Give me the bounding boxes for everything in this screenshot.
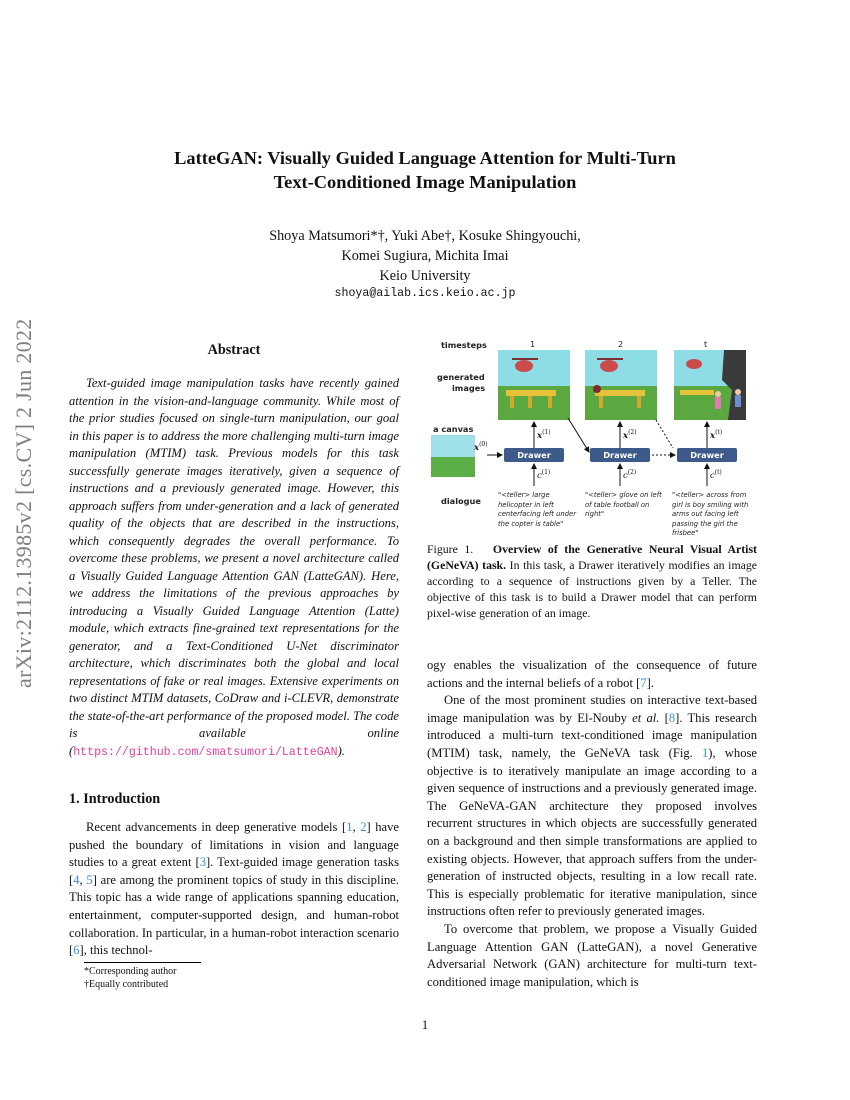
label-dialogue: dialogue [441,496,481,506]
authors-line-2: Komei Sugiura, Michita Imai [341,248,509,264]
abstract-text: Text-guided image manipulation tasks have recently gained attention in the vision-and-language community. While most of the prior studies focused on single-turn manipulation, our goal in this paper is to address the more challenging multi-turn image manipulation (MTIM) task. Previous models for this task successfully generate images iteratively, given a sequence of instructions and a previously generated image. However, this approach suffers from under-generation and a lack of generated quality of the objects that are described in the instructions, which consequently degrades the overall performance. To overcome these problems, we present a novel architecture called a Visually Guided Language Attention GAN (LatteGAN). Here, we address the limitations of the previous approaches by introducing a Visually Guided Language Attention (Latte) module, which extracts fine-grained text representations for the generator, and a Text-Conditioned U-Net discriminator architecture, which discriminates both the global and local representations of fake or real images. Extensive experiments on two distinct MTIM datasets, CoDraw and i-CLEVR, demonstrate the state-of-the-art performance of the proposed model. The code is available online ( [69,376,399,758]
citation-link[interactable]: 6 [73,943,80,958]
footnote-equal: †Equally contributed [84,979,169,990]
affiliation: Keio University [379,268,471,284]
dialogue-text-1: "<teller> large helicopter in left centerfacing left under the copter is table" [498,491,577,528]
timestep-2: 2 [618,339,624,349]
math-c2: $c^{(2)}$ [623,469,637,481]
citation-link[interactable]: 4 [73,872,80,887]
code-link[interactable]: https://github.com/smatsumori/LatteGAN [73,745,338,759]
math-x2: $x^{(2)}$ [623,429,637,441]
label-timesteps: timesteps [441,340,487,350]
dialogue-text-t: "<teller> across from girl is boy smiling with arms out facing left passing the girl the frisbee" [672,491,749,538]
arxiv-stamp: arXiv:2112.13985v2 [cs.CV] 2 Jun 2022 [11,318,36,688]
section-heading-introduction: 1. Introduction [69,791,161,807]
math-xt: $x^{(t)}$ [710,429,723,441]
drawer-box-t: Drawer [677,448,737,462]
figure-1-caption [427,541,757,621]
abstract-heading: Abstract [207,342,261,358]
authors-line-1: Shoya Matsumori*†, Yuki Abe†, Kosuke Shingyouchi, [269,228,581,244]
citation-link[interactable]: 2 [360,820,367,834]
math-c1: $c^{(1)}$ [537,469,551,481]
math-ct: $c^{(t)}$ [710,469,722,481]
math-x1: $x^{(1)}$ [537,429,551,441]
caption-label: Figure 1. [427,542,474,556]
math-x0: $x^{(0)}$ [474,441,488,453]
paper-title [0,146,850,194]
authors-block [0,226,850,286]
caption-title: Overview of the Generative Neural Visual Artist (GeNeVA) task. [427,542,757,572]
figure-1 [427,338,757,538]
abstract-text-end: ). [337,743,345,758]
title-line-2: Text-Conditioned Image Manipulation [273,172,577,192]
page-number: 1 [421,1018,429,1032]
right-column-text: ogy enables the visualization of the consequence of future actions and the internal beliefs of a robot [7]. One of the most prominent studies on interactive text-based image manipulation was by El-Nouby et al. [8]. This research introduced a multi-turn text-conditioned image manipulation (MTIM) task, namely, the GeNeVA task (Fig. 1), whose objective is to iteratively manipulate an image according to a given sequence of instructions and a previously generated image. The GeNeVA-GAN architecture they proposed involves recurrent structures in which objects are successfully generated on a background and then simple transformations are applied to existing objects. However, that approach suffers from the under-generation of instructed objects, resulting in a low recall rate. This is especially problematic for iterative manipulation, since instructions often refer to previously generated images. To overcome that problem, we propose a Visually Guided Language Attention GAN (LatteGAN), a novel Generative Adversarial Network (GAN) architecture for multi-turn text-conditioned image manipulation, which is [427,657,757,991]
timestep-t: t [704,339,708,349]
figure-reference-link[interactable]: 1 [701,745,709,760]
citation-link[interactable]: 3 [199,855,206,870]
citation-link[interactable]: 5 [86,872,93,887]
label-canvas: a canvas [433,424,474,434]
citation-link[interactable]: 8 [668,710,676,725]
dialogue-text-2: "<teller> glove on left of table football on right" [585,491,662,519]
right-paragraph-3: To overcome that problem, we propose a Visually Guided Language Attention GAN (LatteGAN), a novel Generative Adversarial Network (GAN) architecture for multi-turn text-conditioned image manipulation, which is [427,921,757,989]
contact-email[interactable]: shoya@ailab.ics.keio.ac.jp [334,287,516,300]
abstract-body [69,375,399,761]
drawer-box-1: Drawer [504,448,564,462]
drawer-box-2: Drawer [590,448,650,462]
citation-link[interactable]: 7 [640,675,647,690]
footnote-corresponding: *Corresponding author [84,966,177,977]
footnote-rule [84,962,201,963]
citation-link[interactable]: 1 [346,820,353,834]
label-images: images [452,383,486,393]
caption-text: In this task, a Drawer iteratively modifies an image according to a sequence of instructions given by a Teller. The objective of this task is to build a Drawer model that can perform pixel-wise generation of an image. [427,558,757,620]
title-line-1: LatteGAN: Visually Guided Language Attention for Multi-Turn [174,148,676,168]
label-generated: generated [437,372,485,382]
timestep-1: 1 [530,339,536,349]
intro-paragraph: Recent advancements in deep generative models [1, 2] have pushed the boundary of limitations in vision and language studies to a great extent [3]. Text-guided image generation tasks [4, 5] are among the prominent topics of study in this discipline. This topic has a wide range of applications spanning education, entertainment, computer-supported design, and human-robot collaboration. In particular, in a human-robot interaction scenario [6], this technol- [69,820,400,958]
